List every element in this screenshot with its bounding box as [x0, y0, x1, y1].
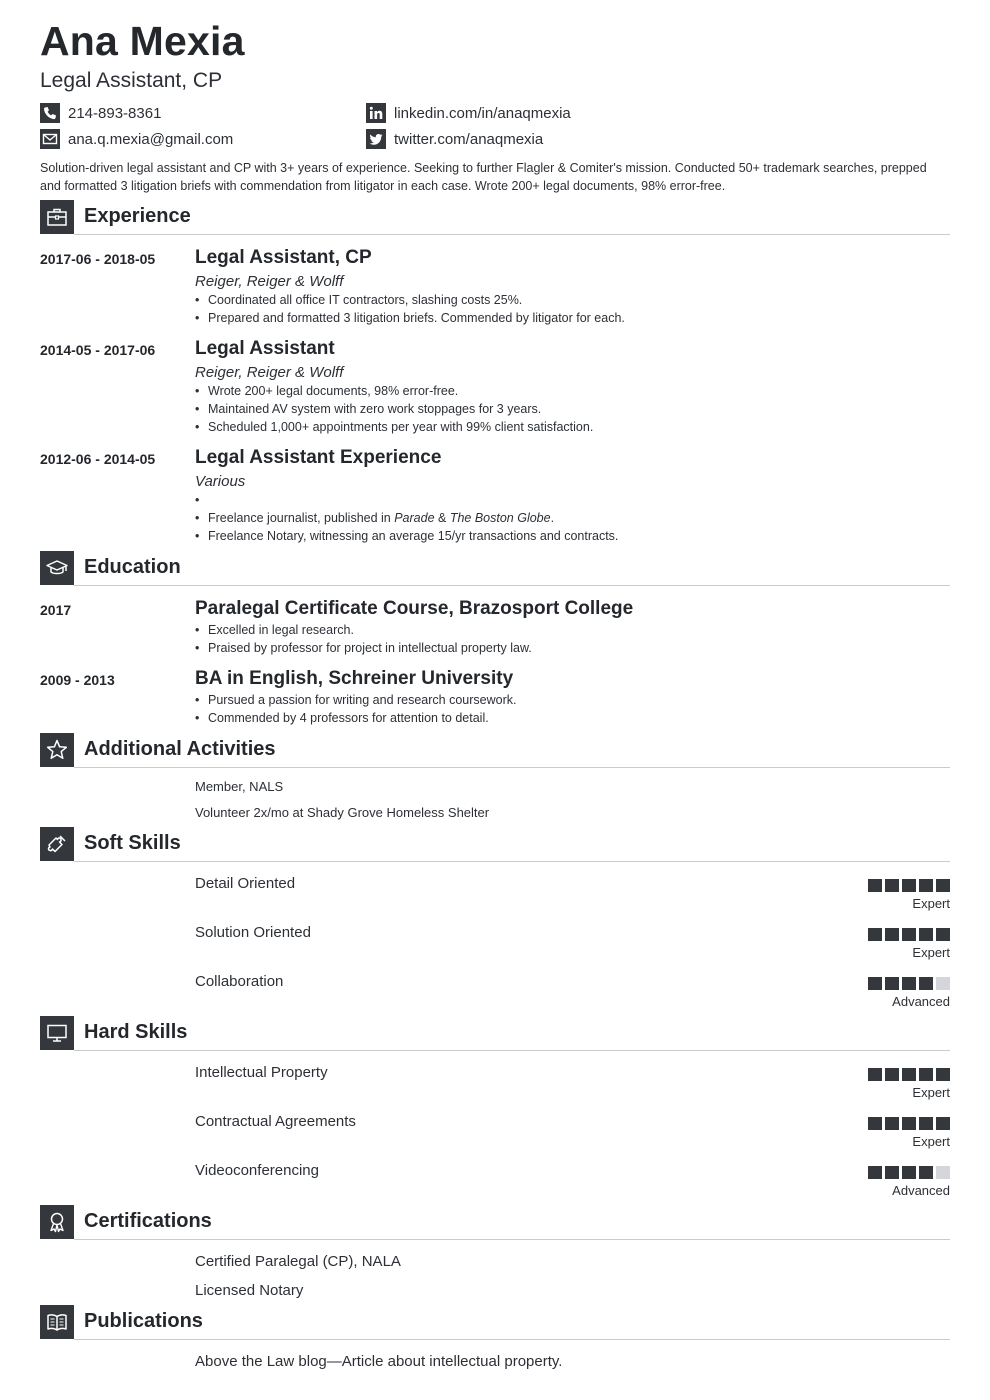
job-bullets	[195, 491, 618, 545]
section-divider	[74, 1339, 950, 1340]
job-dates: 2012-06 - 2014-05	[40, 451, 156, 467]
job-company: Reiger, Reiger & Wolff	[195, 364, 344, 381]
section-divider	[74, 1050, 950, 1051]
section-title: Hard Skills	[84, 1021, 188, 1043]
rating-square-filled	[919, 1068, 933, 1081]
rating-square-filled	[902, 879, 916, 892]
section-title: Certifications	[84, 1210, 212, 1232]
job-title: Legal Assistant	[195, 338, 335, 359]
graduation-cap-icon	[40, 551, 74, 585]
rating-square-filled	[868, 977, 882, 990]
section-divider	[74, 585, 950, 586]
job-bullets	[195, 382, 593, 436]
certification-item: Certified Paralegal (CP), NALA	[195, 1253, 401, 1270]
job-title: Legal Assistant Experience	[195, 447, 442, 468]
section-divider	[74, 1239, 950, 1240]
job-dates: 2014-05 - 2017-06	[40, 342, 156, 358]
linkedin-icon	[366, 103, 386, 123]
rating-square-filled	[885, 928, 899, 941]
rating-square-filled	[868, 1117, 882, 1130]
section-hard-skills	[40, 1016, 950, 1052]
rating-square-filled	[902, 928, 916, 941]
rating-square-filled	[919, 879, 933, 892]
job-bullet: • Prepared and formatted 3 litigation briefs. Commended by litigator for each.	[195, 309, 625, 327]
open-book-icon	[40, 1305, 74, 1339]
education-title: BA in English, Schreiner University	[195, 668, 514, 689]
job-company: Reiger, Reiger & Wolff	[195, 273, 344, 290]
job-bullet: • Freelance Notary, witnessing an average 15/yr transactions and contracts.	[195, 527, 618, 545]
rating-square-filled	[936, 928, 950, 941]
rating-square-filled	[919, 928, 933, 941]
job-bullet	[195, 491, 618, 509]
rating-square-filled	[885, 879, 899, 892]
rating-square-filled	[868, 928, 882, 941]
puzzle-icon	[40, 827, 74, 861]
rating-square-filled	[902, 977, 916, 990]
job-bullet: • Freelance journalist, published in Parade & The Boston Globe.	[195, 509, 618, 527]
candidate-role: Legal Assistant, CP	[40, 69, 223, 92]
section-divider	[74, 767, 950, 768]
hard-skill-level: Expert	[912, 1085, 950, 1100]
job-bullet: • Coordinated all office IT contractors, slashing costs 25%.	[195, 291, 625, 309]
soft-skill-level: Expert	[912, 896, 950, 911]
rating-square-filled	[885, 1117, 899, 1130]
job-company: Various	[195, 473, 246, 490]
contact-linkedin	[366, 103, 571, 123]
rating-square-filled	[902, 1117, 916, 1130]
education-bullet: • Pursued a passion for writing and research coursework.	[195, 691, 516, 709]
education-bullet: • Excelled in legal research.	[195, 621, 532, 639]
soft-skill-rating	[868, 977, 950, 990]
hard-skill-level: Expert	[912, 1134, 950, 1149]
phone-icon	[40, 103, 60, 123]
section-title: Experience	[84, 205, 191, 227]
rating-square-filled	[902, 1068, 916, 1081]
soft-skill-name: Collaboration	[195, 973, 284, 990]
education-dates: 2009 - 2013	[40, 672, 115, 688]
section-activities	[40, 733, 950, 769]
rating-square-filled	[919, 1117, 933, 1130]
section-education	[40, 551, 950, 587]
section-divider	[74, 234, 950, 235]
hard-skill-name: Videoconferencing	[195, 1162, 319, 1179]
rating-square-filled	[936, 1117, 950, 1130]
profile-summary: Solution-driven legal assistant and CP with 3+ years of experience. Seeking to further Flagler & Comiter's mission. Conducted 50+ trademark searches, prepped and formatted 3 litigation briefs with commendation from litigator in each case. Wrote 200+ legal documents, 98% error-free.	[40, 161, 927, 193]
section-publications	[40, 1305, 950, 1341]
briefcase-icon	[40, 200, 74, 234]
rating-square-filled	[936, 879, 950, 892]
section-title: Publications	[84, 1310, 203, 1332]
job-dates: 2017-06 - 2018-05	[40, 251, 156, 267]
rating-square-filled	[885, 1068, 899, 1081]
linkedin-text[interactable]: linkedin.com/in/anaqmexia	[394, 104, 571, 122]
section-divider	[74, 861, 950, 862]
email-icon	[40, 129, 60, 149]
hard-skill-level: Advanced	[892, 1183, 950, 1198]
section-title: Education	[84, 556, 181, 578]
contact-phone	[40, 103, 161, 123]
rating-square-empty	[936, 1166, 950, 1179]
activity-item: Volunteer 2x/mo at Shady Grove Homeless Shelter	[195, 805, 490, 820]
contact-twitter	[366, 129, 543, 149]
soft-skill-name: Solution Oriented	[195, 924, 311, 941]
section-experience	[40, 200, 950, 236]
soft-skill-rating	[868, 928, 950, 941]
rating-square-filled	[902, 1166, 916, 1179]
section-certifications	[40, 1205, 950, 1241]
soft-skill-name: Detail Oriented	[195, 875, 296, 892]
job-bullet: • Maintained AV system with zero work stoppages for 3 years.	[195, 400, 593, 418]
job-title: Legal Assistant, CP	[195, 247, 372, 268]
contact-email	[40, 129, 233, 149]
twitter-icon	[366, 129, 386, 149]
hard-skill-name: Contractual Agreements	[195, 1113, 356, 1130]
rating-square-filled	[936, 1068, 950, 1081]
job-bullet: • Scheduled 1,000+ appointments per year with 99% client satisfaction.	[195, 418, 593, 436]
rating-square-filled	[868, 1068, 882, 1081]
star-icon	[40, 733, 74, 767]
rating-square-empty	[936, 977, 950, 990]
certification-item: Licensed Notary	[195, 1282, 304, 1299]
education-title: Paralegal Certificate Course, Brazosport College	[195, 598, 634, 619]
hard-skill-name: Intellectual Property	[195, 1064, 328, 1081]
education-bullet: • Praised by professor for project in intellectual property law.	[195, 639, 532, 657]
section-soft-skills	[40, 827, 950, 863]
education-bullet: • Commended by 4 professors for attention to detail.	[195, 709, 516, 727]
phone-text: 214-893-8361	[68, 104, 162, 122]
soft-skill-rating	[868, 879, 950, 892]
section-title: Additional Activities	[84, 738, 276, 760]
award-ribbon-icon	[40, 1205, 74, 1239]
education-bullets	[195, 691, 516, 727]
rating-square-filled	[868, 1166, 882, 1179]
twitter-text[interactable]: twitter.com/anaqmexia	[394, 130, 544, 148]
job-bullet: • Wrote 200+ legal documents, 98% error-free.	[195, 382, 593, 400]
rating-square-filled	[919, 977, 933, 990]
education-dates: 2017	[40, 602, 72, 618]
publication-item: Above the Law blog—Article about intellectual property.	[195, 1353, 563, 1370]
rating-square-filled	[868, 879, 882, 892]
candidate-name: Ana Mexia	[40, 18, 245, 64]
job-bullets	[195, 291, 625, 327]
monitor-icon	[40, 1016, 74, 1050]
email-text[interactable]: ana.q.mexia@gmail.com	[68, 130, 234, 148]
activity-item: Member, NALS	[195, 779, 284, 794]
hard-skill-rating	[868, 1068, 950, 1081]
rating-square-filled	[885, 977, 899, 990]
rating-square-filled	[885, 1166, 899, 1179]
hard-skill-rating	[868, 1166, 950, 1179]
soft-skill-level: Advanced	[892, 994, 950, 1009]
rating-square-filled	[919, 1166, 933, 1179]
education-bullets	[195, 621, 532, 657]
hard-skill-rating	[868, 1117, 950, 1130]
soft-skill-level: Expert	[912, 945, 950, 960]
section-title: Soft Skills	[84, 832, 181, 854]
